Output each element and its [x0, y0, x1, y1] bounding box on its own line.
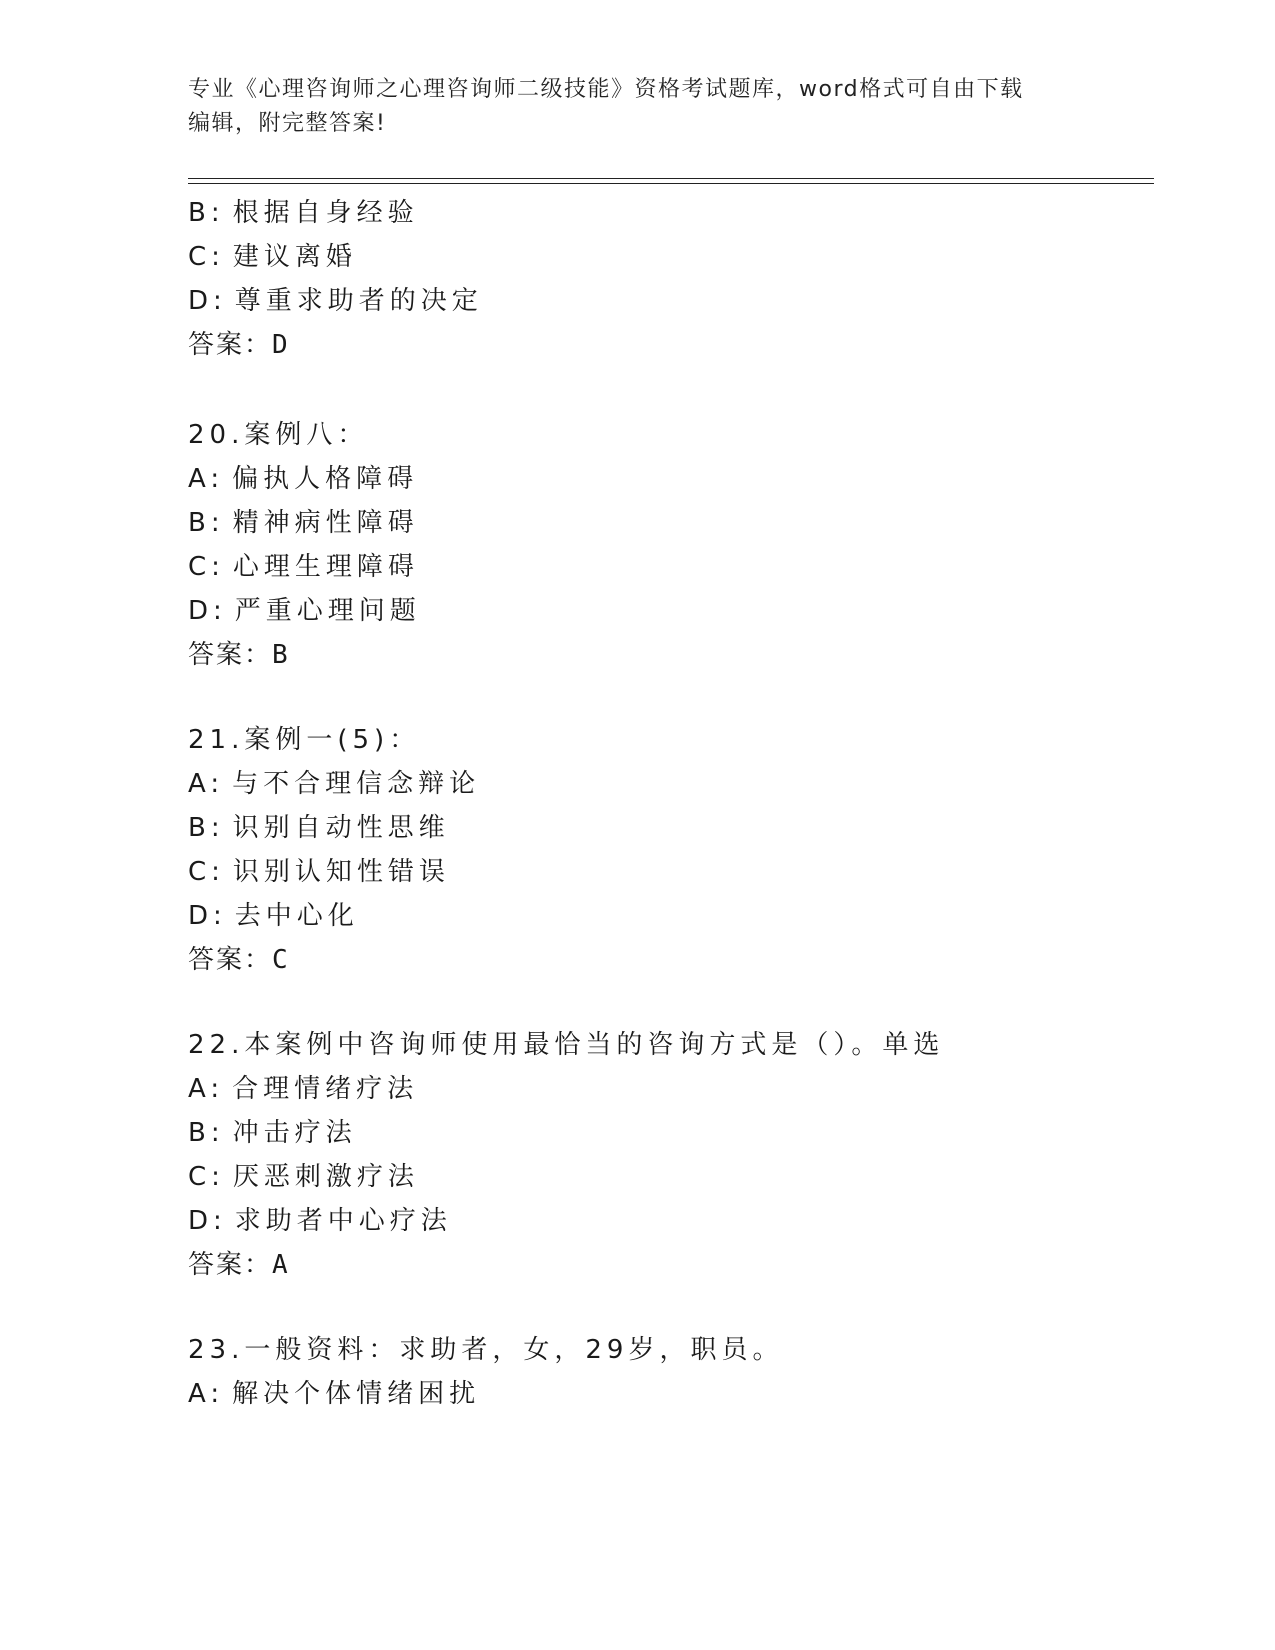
option-text: 与不合理信念辩论	[232, 769, 481, 799]
option-text: 心理生理障碍	[232, 552, 419, 582]
option-line	[188, 767, 480, 801]
question-text: 案例八：	[244, 420, 369, 450]
option-text: 尊重求助者的决定	[234, 286, 483, 316]
option-line	[188, 1204, 452, 1238]
option-text: 求助者中心疗法	[234, 1206, 452, 1236]
option-line	[188, 1377, 480, 1411]
header-divider-top	[188, 178, 1154, 179]
option-text: 厌恶刺激疗法	[232, 1162, 419, 1192]
option-letter: D:	[188, 901, 227, 931]
option-line	[188, 196, 419, 230]
answer-label: 答案：	[188, 330, 273, 360]
answer-label: 答案：	[188, 945, 273, 975]
answer-value: C	[272, 945, 290, 975]
option-text: 识别自动性思维	[232, 813, 450, 843]
answer-value: B	[272, 640, 290, 670]
question-text: 本案例中咨询师使用最恰当的咨询方式是（）。单选	[244, 1030, 945, 1060]
answer-line	[188, 1248, 290, 1282]
option-line	[188, 506, 419, 540]
option-text: 偏执人格障碍	[232, 464, 419, 494]
answer-line	[188, 943, 290, 977]
answer-line	[188, 638, 290, 672]
option-line	[188, 855, 450, 889]
question-text: 案例一(5)：	[244, 725, 421, 755]
option-letter: C:	[188, 857, 225, 887]
option-text: 根据自身经验	[232, 198, 419, 228]
header-divider-bottom	[188, 183, 1154, 184]
option-line	[188, 550, 419, 584]
answer-label: 答案：	[188, 640, 273, 670]
option-letter: C:	[188, 552, 225, 582]
option-letter: A:	[188, 769, 225, 799]
option-letter: A:	[188, 1379, 225, 1409]
header-line-1: 专业《心理咨询师之心理咨询师二级技能》资格考试题库，word格式可自由下载	[188, 77, 1024, 102]
question-text: 一般资料：求助者，女，29岁，职员。	[244, 1335, 784, 1365]
option-letter: D:	[188, 286, 227, 316]
option-letter: B:	[188, 813, 225, 843]
question-title	[188, 1333, 783, 1367]
option-line	[188, 594, 421, 628]
option-line	[188, 1072, 418, 1106]
question-title	[188, 1028, 944, 1062]
question-title	[188, 723, 420, 757]
option-text: 识别认知性错误	[232, 857, 450, 887]
question-number: 20.	[188, 420, 245, 450]
option-text: 解决个体情绪困扰	[232, 1379, 481, 1409]
option-line	[188, 811, 450, 845]
option-letter: B:	[188, 508, 225, 538]
question-number: 22.	[188, 1030, 245, 1060]
option-text: 严重心理问题	[234, 596, 421, 626]
option-text: 建议离婚	[232, 242, 357, 272]
option-text: 去中心化	[234, 901, 359, 931]
option-letter: A:	[188, 1074, 225, 1104]
question-number: 21.	[188, 725, 245, 755]
option-line	[188, 899, 359, 933]
question-title	[188, 418, 368, 452]
option-text: 精神病性障碍	[232, 508, 419, 538]
question-number: 23.	[188, 1335, 245, 1365]
option-line	[188, 1160, 419, 1194]
option-letter: B:	[188, 198, 225, 228]
header-line-2: 编辑，附完整答案!	[188, 111, 387, 136]
option-letter: D:	[188, 596, 227, 626]
option-line	[188, 284, 483, 318]
option-line	[188, 1116, 357, 1150]
answer-line	[188, 328, 290, 362]
option-line	[188, 462, 418, 496]
option-letter: C:	[188, 242, 225, 272]
answer-label: 答案：	[188, 1250, 273, 1280]
option-letter: D:	[188, 1206, 227, 1236]
option-text: 冲击疗法	[232, 1118, 357, 1148]
option-letter: A:	[188, 464, 225, 494]
document-header	[188, 73, 1088, 141]
option-letter: C:	[188, 1162, 225, 1192]
option-text: 合理情绪疗法	[232, 1074, 419, 1104]
option-letter: B:	[188, 1118, 225, 1148]
option-line	[188, 240, 357, 274]
answer-value: D	[272, 330, 290, 360]
answer-value: A	[272, 1250, 290, 1280]
